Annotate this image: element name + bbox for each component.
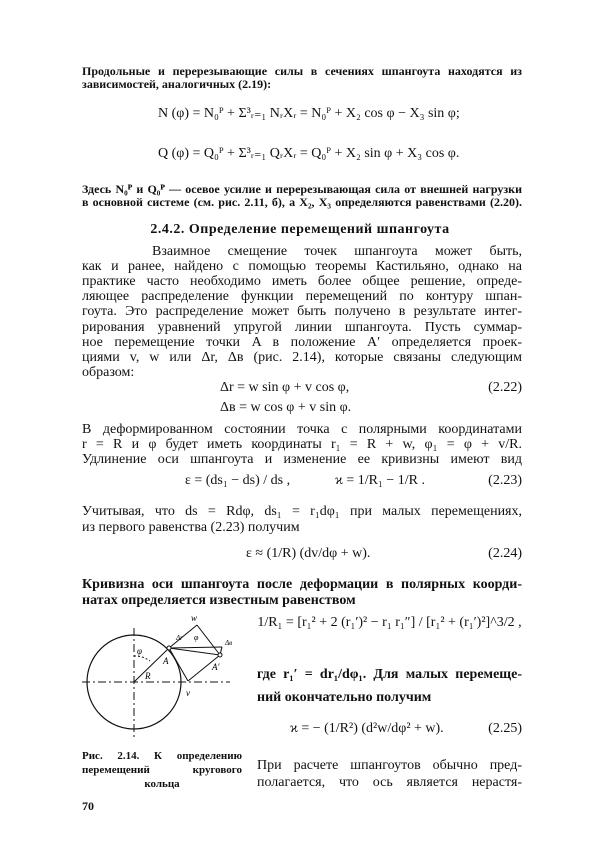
equation-2-23-left: ε = (ds₁ − ds) / ds ,: [185, 473, 291, 488]
paragraph-line: r = R и φ будет иметь координаты r₁ = R + w, φ₁ = φ + v/R.: [82, 437, 522, 452]
equation-number: (2.23): [488, 473, 522, 488]
paragraph-line: гоута. Это распределение может быть получено в результате интег-: [82, 304, 522, 319]
equation-2-24: ε ≈ (1/R) (dv/dφ + w).: [246, 546, 371, 561]
paragraph-line: где r₁′ = dr₁/dφ₁. Для малых перемеще-: [257, 667, 522, 682]
paragraph-line: из первого равенства (2.23) получим: [82, 520, 300, 535]
w-projection: [197, 625, 220, 655]
w-vector: [169, 625, 197, 648]
paragraph-line: как и ранее, найдено с помощью теоремы Кастильяно, однако на: [82, 259, 522, 274]
figure-caption-line: кольца: [144, 778, 180, 790]
angle-arc: [134, 656, 150, 661]
paragraph-line: При расчете шпангоутов обычно пред-: [257, 758, 522, 773]
equation-number: (2.25): [488, 721, 522, 736]
point-A: [167, 646, 171, 650]
paragraph-line: полагается, что ось является нерастя-: [257, 775, 522, 790]
equation-2-22-line1: Δr = w sin φ + v cos φ,: [220, 380, 350, 395]
point-A-prime: [218, 653, 222, 657]
equation-curvature: 1/R₁ = [r₁² + 2 (r₁′)² − r₁ r₁″] / [r₁² + (r₁′)²]^3/2 ,: [257, 615, 522, 630]
label-R: R: [145, 671, 151, 681]
paragraph-line: натах определяется известным равенством: [82, 593, 356, 608]
note-line: Здесь N₀ᴾ и Q₀ᴾ — осевое усилие и перерезывающая сила от внешней нагрузки: [82, 182, 522, 196]
v-vector: [169, 648, 188, 681]
equation-2-23-right: ϰ = 1/R₁ − 1/R .: [335, 473, 425, 488]
intro-line: зависимостей, аналогичных (2.19):: [82, 77, 272, 91]
paragraph-line: ляющее распределение функции перемещений по контуру шпан-: [82, 289, 522, 304]
label-phi-2: φ: [194, 633, 199, 642]
page-number: 70: [82, 799, 94, 813]
paragraph-line: Учитывая, что ds = Rdφ, ds₁ = r₁dφ₁ при малых перемещениях,: [82, 504, 522, 519]
equation-2-22-line2: Δв = w cos φ + v sin φ.: [220, 400, 352, 415]
intro-line: Продольные и перерезывающие силы в сечениях шпангоута находятся из: [82, 64, 522, 78]
paragraph-line: циями v, w или Δr, Δв (рис. 2.14), которые связаны следующим: [82, 350, 522, 365]
figure-caption-line: Рис. 2.14. К определению: [82, 750, 242, 762]
label-phi: φ: [137, 646, 142, 656]
paragraph-line: ное перемещение точки A в положение A′ определяется проек-: [82, 335, 522, 350]
equation-2-25: ϰ = − (1/R²) (d²w/dφ² + w).: [290, 721, 444, 736]
equation-Q: Q (φ) = Q₀ᴾ + Σ³ᵣ₌₁ QᵣXᵣ = Q₀ᴾ + X₂ sin φ + X₃ cos φ.: [158, 146, 460, 161]
equation-number: (2.24): [488, 546, 522, 561]
label-w: w: [191, 613, 198, 623]
note-line: в основной системе (см. рис. 2.11, б), а X₂, X₃ определяются равенствами (2.20).: [82, 195, 522, 209]
paragraph-line: Удлинение оси шпангоута и изменение ее кривизны имеют вид: [82, 452, 522, 467]
paragraph-line: практике часто необходимо иметь более общее решение, опреде-: [82, 274, 522, 289]
label-delta-r: Δr: [176, 634, 183, 642]
label-A-prime: A′: [212, 662, 220, 672]
paragraph-line: ний окончательно получим: [257, 690, 432, 705]
label-A: A: [163, 656, 169, 666]
label-delta-v: Δв: [225, 639, 233, 647]
figure-caption-line: перемещений кругового: [82, 764, 242, 776]
section-heading: 2.4.2. Определение перемещений шпангоута: [150, 222, 450, 237]
equation-N: N (φ) = N₀ᴾ + Σ³ᵣ₌₁ NᵣXᵣ = N₀ᴾ + X₂ cos φ − X₃ sin φ;: [158, 106, 460, 121]
paragraph-line: Взаимное смещение точек шпангоута может быть,: [152, 244, 522, 259]
paragraph-line: В деформированном состоянии точка с полярными координатами: [82, 422, 522, 437]
displacement-line: [169, 648, 220, 655]
equation-number: (2.22): [488, 380, 522, 395]
label-v: v: [186, 688, 190, 698]
paragraph-line: Кривизна оси шпангоута после деформации в полярных коорди-: [82, 577, 522, 592]
paragraph-line: рирования уравнений упругой линии шпангоута. Пусть суммар-: [82, 320, 522, 335]
figure-ring-displacement: [80, 612, 250, 742]
paragraph-line: образом:: [82, 365, 135, 380]
